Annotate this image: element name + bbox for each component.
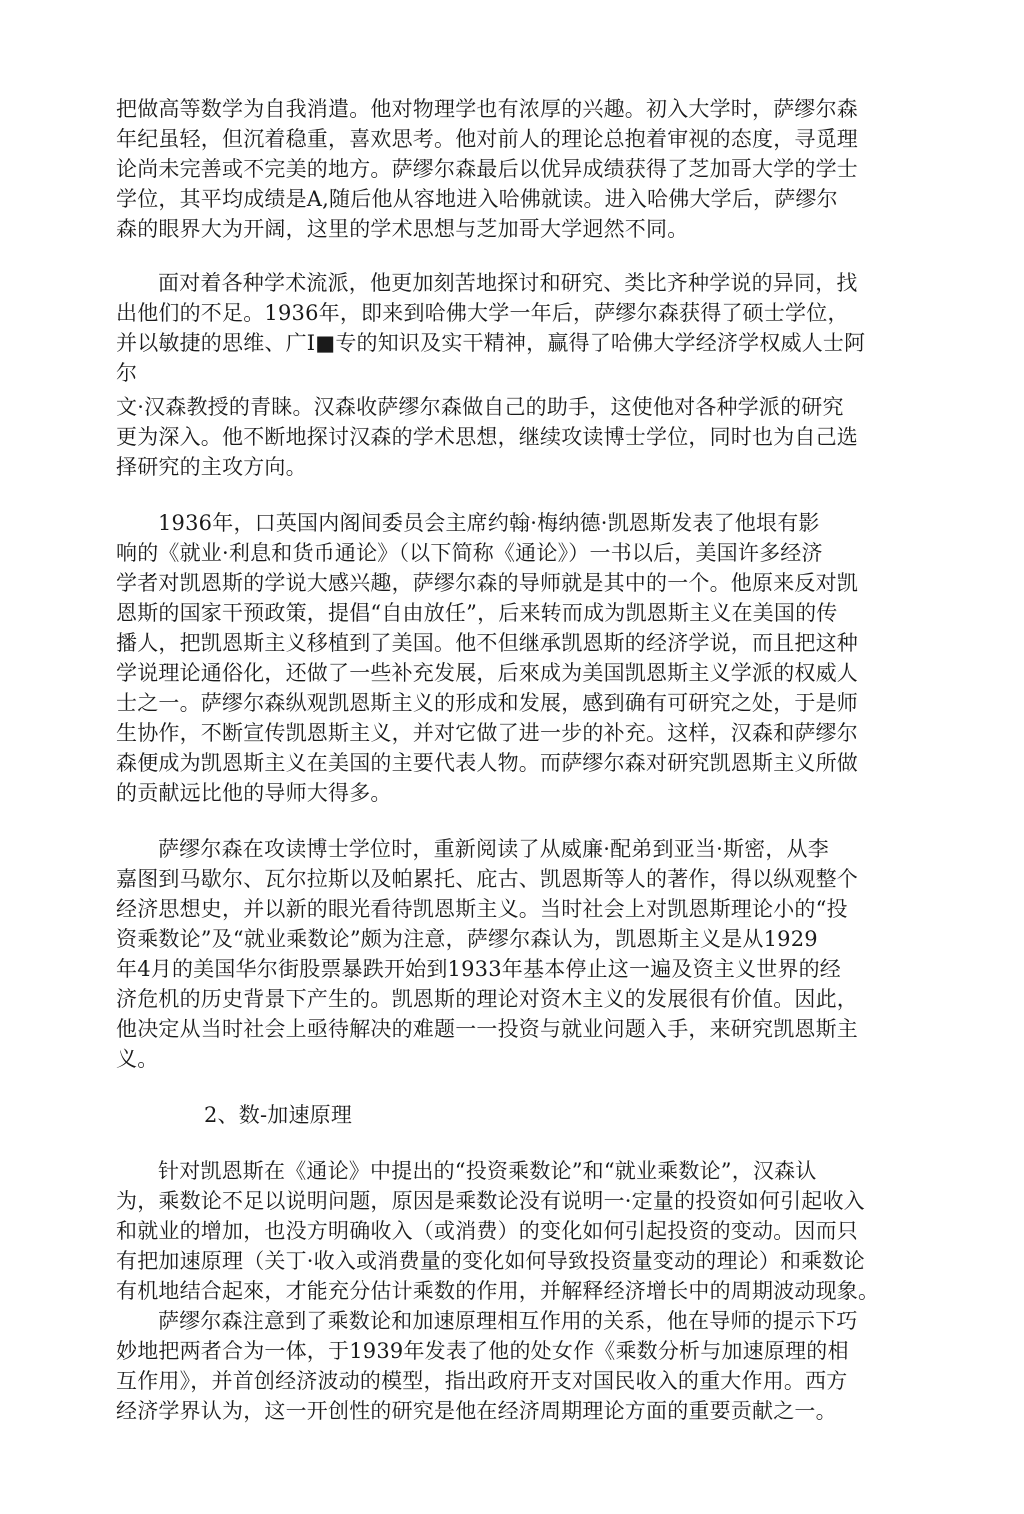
text-line: 择研究的主攻方向。 — [116, 455, 307, 479]
text-line: 文·汉森教授的青睐。汉森收萨缪尔森做自己的助手，这使他对各种学派的研究 — [116, 395, 844, 419]
text-line: 有机地结合起來，才能充分估计乘数的作用，并解释经济增长中的周期波动现象。 — [116, 1279, 880, 1303]
text-line: 森便成为凯恩斯主义在美国的主要代表人物。而萨缪尔森对研究凯恩斯主义所做 — [116, 751, 858, 775]
text-line: 士之一。萨缪尔森纵观凯恩斯主义的形成和发展，感到确有可研究之处，于是师 — [116, 691, 858, 715]
text-line: 播人，把凯恩斯主义移植到了美国。他不但继承凯恩斯的经济学说，而且把这种 — [116, 631, 858, 655]
text-line: 为，乘数论不足以说明问题，原因是乘数论没有说明一·定量的投资如何引起收入 — [116, 1189, 865, 1213]
section-heading-text: 2、数-加速原理 — [204, 1103, 353, 1127]
text-line: 经济学界认为，这一开创性的研究是他在经济周期理论方面的重要贡献之一。 — [116, 1399, 837, 1423]
text-line: 学位，其平均成绩是A,随后他从容地进入哈佛就读。进入哈佛大学后，萨缪尔 — [116, 187, 838, 211]
text-line: 萨缪尔森注意到了乘数论和加速原理相互作用的关系，他在导师的提示下巧 — [158, 1309, 858, 1333]
text-line: 互作用》，并首创经济波动的模型，指出政府开支对国民收入的重大作用。西方 — [116, 1369, 848, 1393]
text-line: 济危机的历史背景下产生的。凯恩斯的理论对资木主义的发展很有价值。因此， — [116, 987, 858, 1011]
text-line: 妙地把两者合为一体，于1939年发表了他的处女作《乘数分析与加速原理的相 — [116, 1339, 849, 1363]
text-line: 森的眼界大为开阔，这里的学术思想与芝加哥大学迥然不同。 — [116, 217, 689, 241]
text-line: 年纪虽轻，但沉着稳重，喜欢思考。他对前人的理论总抱着审视的态度，寻觅理 — [116, 127, 858, 151]
text-line: 年4月的美国华尔街股票暴跌开始到1933年基本停止这一遍及资主义世界的经 — [116, 957, 842, 981]
text-line: 有把加速原理（关丁·收入或消费量的变化如何导致投资量变动的理论）和乘数论 — [116, 1249, 865, 1273]
text-line: 学者对凯恩斯的学说大感兴趣，萨缪尔森的导师就是其中的一个。他原来反对凯 — [116, 571, 858, 595]
text-line: 论尚未完善或不完美的地方。萨缪尔森最后以优异成绩获得了芝加哥大学的学士 — [116, 157, 858, 181]
text-line: 响的《就业·利息和货币通论》（以下简称《通论》）一书以后，美国许多经济 — [116, 541, 823, 565]
text-line: 1936年，口英国内阁间委员会主席约翰·梅纳德·凯恩斯发表了他垠有影 — [158, 511, 820, 535]
text-line: 生协作，不断宣传凯恩斯主义，并对它做了进一步的补充。这样，汉森和萨缪尔 — [116, 721, 858, 745]
text-line: 并以敏捷的思维、广I■专的知识及实干精神，赢得了哈佛大学经济学权威人士阿 — [116, 331, 866, 355]
text-line: 他决定从当时社会上亟待解决的难题一一投资与就业问题入手，来研究凯恩斯主 — [116, 1017, 858, 1041]
text-line: 萨缪尔森在攻读博士学位时，重新阅读了从威廉·配弟到亚当·斯密，从李 — [158, 837, 829, 861]
text-line: 经济思想史，并以新的眼光看待凯恩斯主义。当时社会上对凯恩斯理论小的“投 — [116, 897, 848, 921]
text-line: 把做高等数学为自我消遣。他对物理学也有浓厚的兴趣。初入大学时，萨缪尔森 — [116, 97, 858, 121]
text-line: 出他们的不足。1936年，即来到哈佛大学一年后，萨缪尔森获得了硕士学位， — [116, 301, 849, 325]
text-line: 针对凯恩斯在《通论》中提出的“投资乘数论”和“就业乘数论”，汉森认 — [158, 1159, 817, 1183]
text-line: 义。 — [116, 1047, 159, 1071]
text-line: 更为深入。他不断地探讨汉森的学术思想，继续攻读博士学位，同时也为自己选 — [116, 425, 858, 449]
text-line: 嘉图到马歇尔、瓦尔拉斯以及帕累托、庇古、凯恩斯等人的著作，得以纵观整个 — [116, 867, 858, 891]
text-line: 资乘数论”及“就业乘数论”颇为注意，萨缪尔森认为，凯恩斯主义是从1929 — [116, 927, 818, 951]
text-line: 面对着各种学术流派，他更加刻苦地探讨和研究、类比齐种学说的异同，找 — [158, 271, 858, 295]
text-line: 学说理论通俗化，还做了一些补充发展，后來成为美国凯恩斯主义学派的权威人 — [116, 661, 858, 685]
text-line: 恩斯的国家干预政策，提倡“自由放任”，后来转而成为凯恩斯主义在美国的传 — [116, 601, 838, 625]
text-line: 的贡献远比他的导师大得多。 — [116, 781, 392, 805]
text-line: 尔 — [116, 361, 138, 385]
text-line: 和就业的增加，也没方明确收入（或消费）的变化如何引起投资的变动。因而只 — [116, 1219, 858, 1243]
